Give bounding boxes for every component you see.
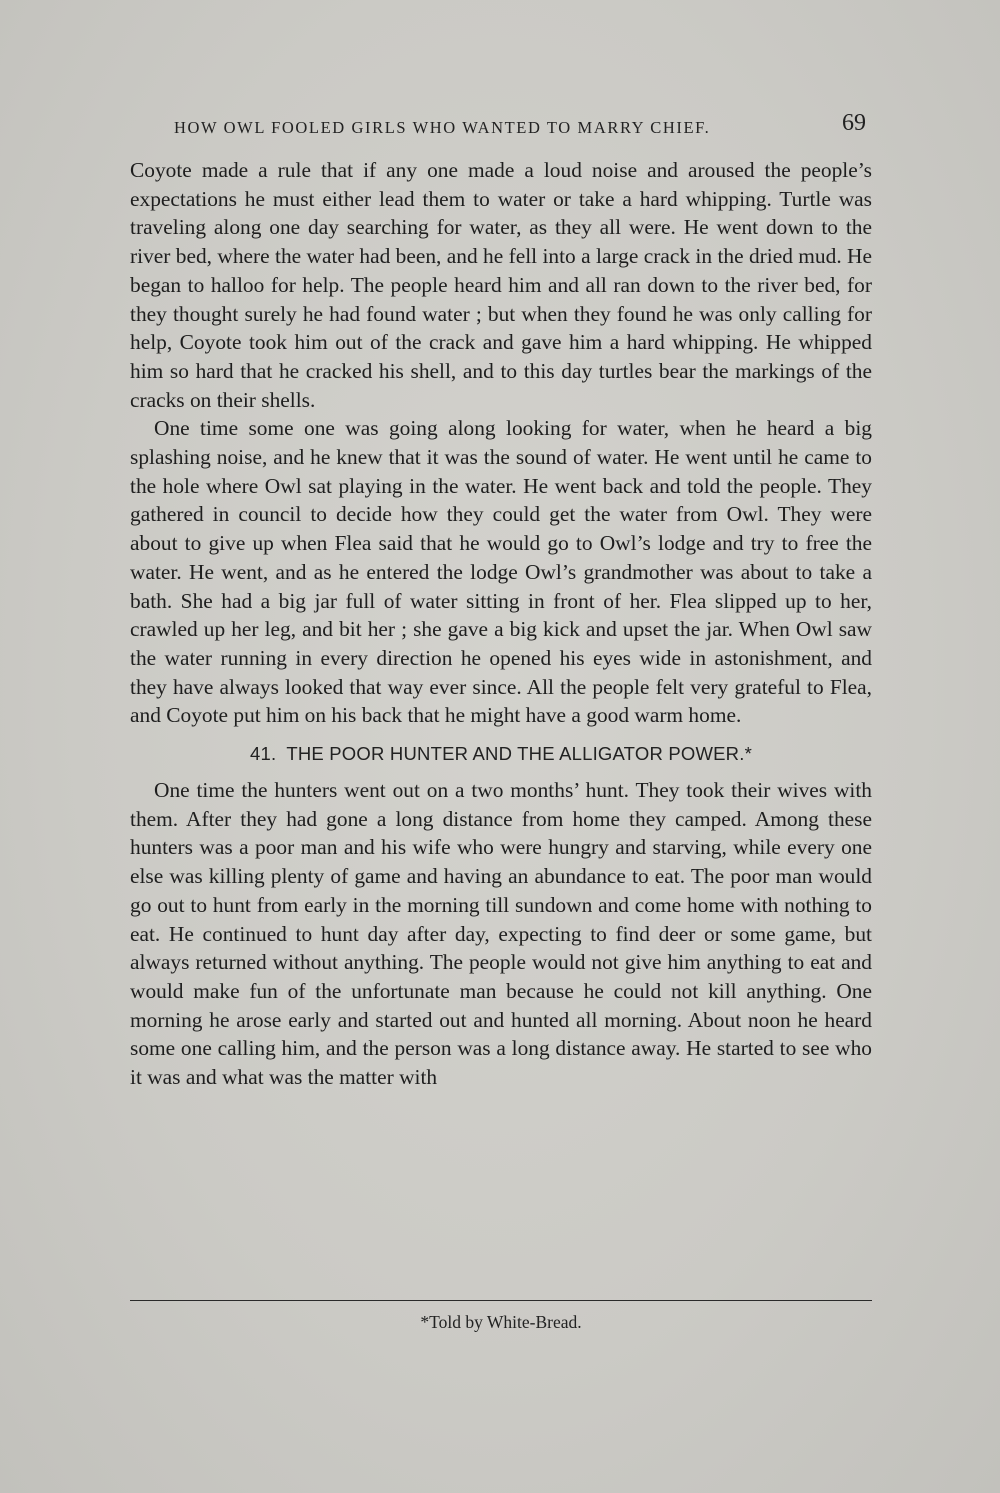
running-head: HOW OWL FOOLED GIRLS WHO WANTED TO MARRY CHIEF. xyxy=(174,118,711,137)
footnote: *Told by White-Bread. xyxy=(420,1312,582,1332)
page-number: 69 xyxy=(842,110,866,136)
paragraph-poor-hunter: One time the hunters went out on a two months’ hunt. They took their wives with them. After they had gone a long distance from home they camped. Among these hunters was a poor man and his wife who were hungry and starving, while every one else was killing plenty of game and having an abundance to eat. The poor man would go out to hunt from early in the morning till sundown and come home with nothing to eat. He continued to hunt day after day, expecting to find deer or some game, but always returned without anything. The people would not give him anything to eat and would make fun of the unfortunate man because he could not kill anything. One morning he arose early and started out and hunted all morning. About noon he heard some one calling him, and the person was a long distance away. He started to see who it was and what was the matter with xyxy=(130,778,872,1090)
section-title: THE POOR HUNTER AND THE ALLIGATOR POWER.* xyxy=(286,743,752,765)
paragraph-turtle: Coyote made a rule that if any one made a loud noise and aroused the people’s expectations he must either lead them to water or take a hard whipping. Turtle was traveling along one day searching for water, as they all were. He went down to the river bed, where the water had been, and he fell into a large crack in the dried mud. He began to halloo for help. The people heard him and all ran down to the river bed, for they thought surely he had found water ; but when they found he was only calling for help, Coyote took him out of the crack and gave him a hard whipping. He whipped him so hard that he cracked his shell, and to this day turtles bear the markings of the cracks on their shells. xyxy=(130,158,872,412)
paragraph-flea: One time some one was going along looking for water, when he heard a big splashing noise, and he knew that it was the sound of water. He went until he came to the hole where Owl sat playing in the water. He went back and told the people. They gathered in council to decide how they could get the water from Owl. They were about to give up when Flea said that he would go to Owl’s lodge and try to free the water. He went, and as he entered the lodge Owl’s grandmother was about to take a bath. She had a big jar full of water sitting in front of her. Flea slipped up to her, crawled up her leg, and bit her ; she gave a big kick and upset the jar. When Owl saw the water running in every direction he opened his eyes wide in astonishment, and they have always looked that way ever since. All the people felt very grateful to Flea, and Coyote put him on his back that he might have a good warm home. xyxy=(130,416,872,728)
footnote-divider xyxy=(130,1300,872,1301)
body-text xyxy=(130,156,872,1092)
page-header xyxy=(130,110,872,142)
section-number: 41. xyxy=(250,743,277,765)
section-heading xyxy=(130,740,872,768)
